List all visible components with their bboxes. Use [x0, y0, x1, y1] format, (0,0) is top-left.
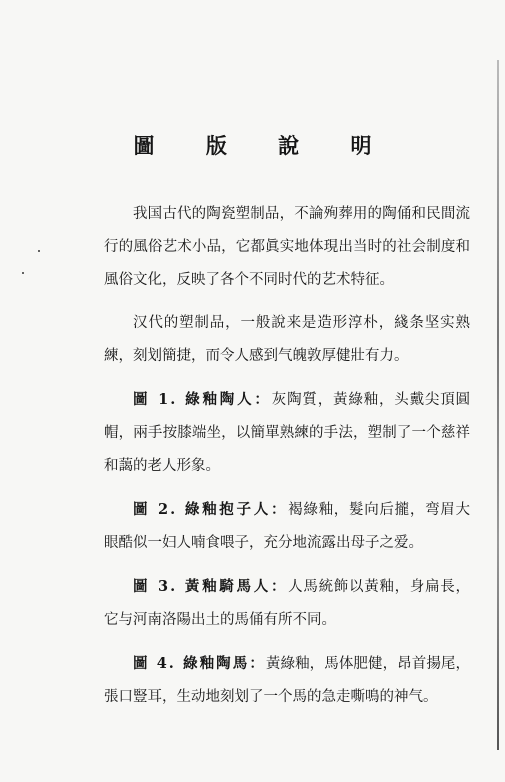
- intro-paragraph-1: 我国古代的陶瓷塑制品，不論殉葬用的陶俑和民間流行的風俗艺术小品，它都眞实地体現出当时的社会制度和風俗文化，反映了各个不同时代的艺术特征。: [104, 206, 470, 288]
- plate-1-label: 圖 1. 綠釉陶人：: [133, 391, 272, 408]
- plate-3-description: [104, 570, 470, 637]
- body-text: [104, 198, 470, 724]
- plate-2-description: [104, 493, 470, 560]
- plate-3-label: 圖 3. 黃釉騎馬人：: [133, 578, 289, 595]
- plate-4-label: 圖 4. 綠釉陶馬：: [133, 655, 266, 672]
- page-title: 圖 版 說 明: [133, 133, 394, 158]
- page-binding-edge: [497, 60, 499, 750]
- plate-2-label: 圖 2. 綠釉抱子人：: [133, 501, 289, 518]
- scan-speck: [22, 272, 24, 274]
- scan-speck: [38, 250, 40, 252]
- plate-2-text: 褐綠釉，髮向后攏，弯眉大眼酷似一妇人喃食喂子，充分地流露出母子之爱。: [104, 502, 471, 551]
- plate-3-text: 人馬統飾以黃釉，身扁長，它与河南洛陽出土的馬俑有所不同。: [104, 579, 471, 628]
- plate-1-description: [104, 383, 470, 483]
- plate-4-text: 黃綠釉，馬体肥健，昂首揚尾，張口豎耳，生动地刻划了一个馬的急走嘶鳴的神气。: [104, 656, 470, 705]
- intro-paragraph-2: 汉代的塑制品，一般說来是造形淳朴，綫条坚实熟練，刻划簡捷，而令人感到气魄敦厚健壯有力。: [104, 315, 470, 364]
- plate-1-text: 灰陶質，黃綠釉，头戴尖頂圓帽，兩手按膝端坐，以簡單熟練的手法，塑制了一个慈祥和藹的老人形象。: [104, 392, 471, 474]
- plate-4-description: [104, 647, 470, 714]
